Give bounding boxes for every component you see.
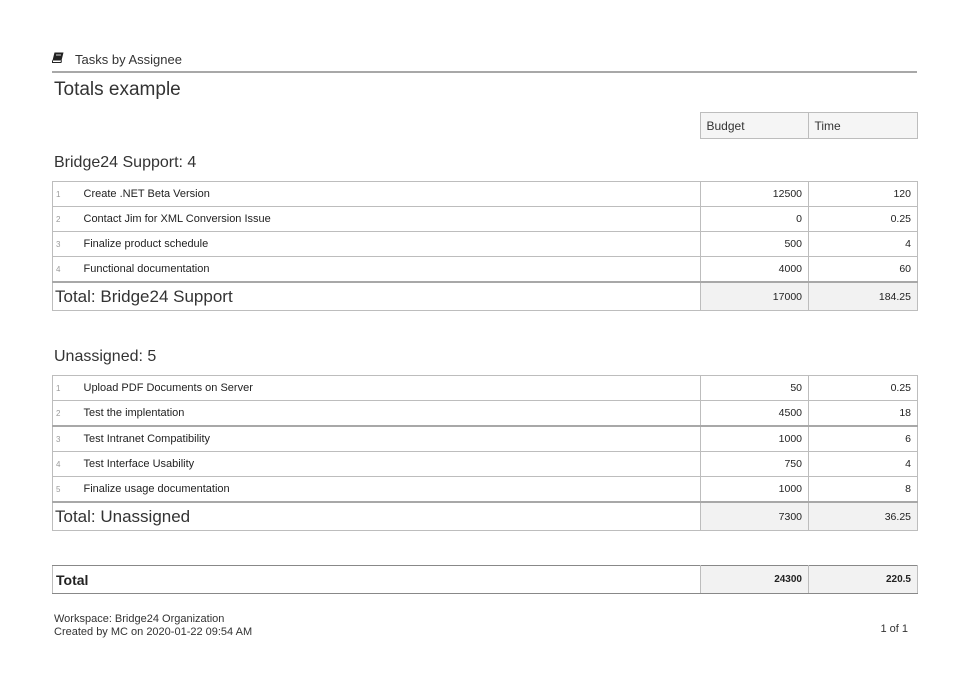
- row-number: 4: [53, 257, 84, 283]
- task-time: 6: [809, 426, 918, 452]
- column-header-spacer: [52, 113, 700, 139]
- group-total-label: Total: Bridge24 Support: [53, 282, 701, 311]
- report-footer: [54, 613, 252, 639]
- task-name[interactable]: Functional documentation: [84, 257, 701, 283]
- task-budget: 0: [701, 207, 809, 232]
- task-time: 60: [809, 257, 918, 283]
- table-row[interactable]: [53, 257, 918, 283]
- grand-total-label: Total: [53, 566, 701, 594]
- row-number: 1: [53, 376, 84, 401]
- group-title: Bridge24 Support: 4: [54, 154, 197, 171]
- report-title: Totals example: [54, 79, 181, 100]
- column-header-budget[interactable]: Budget: [700, 113, 808, 139]
- column-header-table: [52, 112, 918, 139]
- table-row[interactable]: [53, 452, 918, 477]
- table-row[interactable]: [53, 477, 918, 503]
- task-time: 0.25: [809, 376, 918, 401]
- row-number: 3: [53, 426, 84, 452]
- task-time: 18: [809, 401, 918, 427]
- grand-total-time: 220.5: [809, 566, 918, 594]
- task-name[interactable]: Finalize usage documentation: [84, 477, 701, 503]
- task-time: 8: [809, 477, 918, 503]
- report-header: [52, 50, 917, 73]
- table-row[interactable]: [53, 376, 918, 401]
- row-number: 2: [53, 401, 84, 427]
- group-total-budget: 7300: [701, 502, 809, 531]
- row-number: 3: [53, 232, 84, 257]
- task-budget: 1000: [701, 426, 809, 452]
- group-total-time: 36.25: [809, 502, 918, 531]
- header-title: Tasks by Assignee: [75, 52, 182, 67]
- task-name[interactable]: Test Interface Usability: [84, 452, 701, 477]
- group-total-time: 184.25: [809, 282, 918, 311]
- table-row[interactable]: [53, 182, 918, 207]
- footer-workspace: Workspace: Bridge24 Organization: [54, 613, 225, 625]
- grand-total-table: [52, 565, 918, 594]
- group-total-budget: 17000: [701, 282, 809, 311]
- column-header-time[interactable]: Time: [808, 113, 917, 139]
- task-time: 4: [809, 232, 918, 257]
- task-name[interactable]: Create .NET Beta Version: [84, 182, 701, 207]
- group-title: Unassigned: 5: [54, 348, 157, 365]
- task-name[interactable]: Contact Jim for XML Conversion Issue: [84, 207, 701, 232]
- grand-total-row: [53, 566, 918, 594]
- task-budget: 1000: [701, 477, 809, 503]
- footer-created: Created by MC on 2020-01-22 09:54 AM: [54, 626, 253, 638]
- book-icon: [52, 52, 64, 63]
- task-budget: 12500: [701, 182, 809, 207]
- task-name[interactable]: Test the implentation: [84, 401, 701, 427]
- group-table: [52, 375, 918, 531]
- group-total-row: [53, 282, 918, 311]
- task-budget: 750: [701, 452, 809, 477]
- task-name[interactable]: Upload PDF Documents on Server: [84, 376, 701, 401]
- group-table: [52, 181, 918, 311]
- row-number: 4: [53, 452, 84, 477]
- task-time: 0.25: [809, 207, 918, 232]
- task-time: 120: [809, 182, 918, 207]
- table-row[interactable]: [53, 207, 918, 232]
- task-name[interactable]: Finalize product schedule: [84, 232, 701, 257]
- group-total-row: [53, 502, 918, 531]
- row-number: 1: [53, 182, 84, 207]
- row-number: 2: [53, 207, 84, 232]
- task-budget: 500: [701, 232, 809, 257]
- table-row[interactable]: [53, 401, 918, 427]
- task-name[interactable]: Test Intranet Compatibility: [84, 426, 701, 452]
- task-budget: 4500: [701, 401, 809, 427]
- group-total-label: Total: Unassigned: [53, 502, 701, 531]
- task-time: 4: [809, 452, 918, 477]
- task-budget: 4000: [701, 257, 809, 283]
- task-budget: 50: [701, 376, 809, 401]
- table-row[interactable]: [53, 232, 918, 257]
- grand-total-budget: 24300: [701, 566, 809, 594]
- row-number: 5: [53, 477, 84, 503]
- page-number: 1 of 1: [880, 623, 908, 635]
- table-row[interactable]: [53, 426, 918, 452]
